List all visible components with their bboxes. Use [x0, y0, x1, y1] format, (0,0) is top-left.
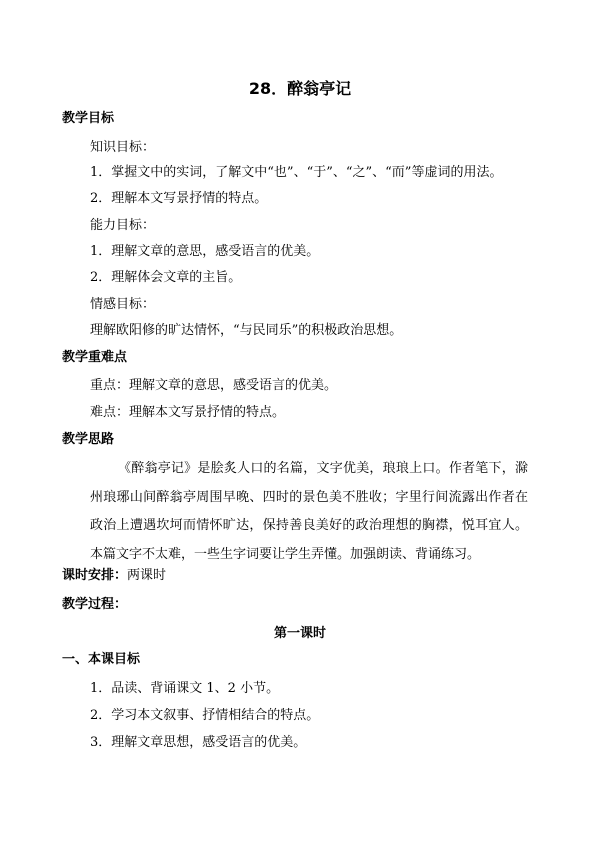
- process-heading: 教学过程：: [62, 597, 128, 612]
- lesson-goal-item: 2．学习本文叙事、抒情相结合的特点。: [90, 708, 320, 723]
- knowledge-goal-item: 1．掌握文中的实词，了解文中“也”、“于”、“之”、“而”等虚词的用法。: [90, 165, 503, 180]
- emotion-goal-text: 理解欧阳修的旷达情怀，“与民同乐”的积极政治思想。: [90, 323, 403, 338]
- ability-goal-label: 能力目标：: [90, 218, 156, 233]
- difficulty-point: 难点：理解本文写景抒情的特点。: [90, 405, 286, 420]
- schedule-value: 两课时: [127, 568, 167, 583]
- knowledge-goal-label: 知识目标：: [90, 140, 156, 155]
- ability-goal-item: 1．理解文章的意思，感受语言的优美。: [90, 244, 320, 259]
- approach-heading: 教学思路: [62, 432, 115, 447]
- approach-paragraph: 《醉翁亭记》是脍炙人口的名篇，文字优美，琅琅上口。作者笔下，滁州琅琊山间醉翁亭周围早晚、四时的景色美不胜收；字里行间流露出作者在政治上遭遇坎坷而情怀旷达，保持善良美好的政治理想的胸襟，悦耳宜人。本篇文字不太难，一些生字词要让学生弄懂。加强朗读、背诵练习。: [90, 461, 528, 562]
- schedule-line: [62, 567, 166, 585]
- schedule-label: 课时安排：: [62, 568, 128, 583]
- ability-goal-item: 2．理解体会文章的主旨。: [90, 270, 242, 285]
- knowledge-goal-item: 2．理解本文写景抒情的特点。: [90, 191, 268, 206]
- emotion-goal-label: 情感目标：: [90, 297, 156, 312]
- goals-heading: 教学目标: [62, 111, 115, 126]
- lesson-title: 第一课时: [273, 626, 326, 641]
- page-title: 28．醉翁亭记: [248, 79, 352, 98]
- section-heading: 一、本课目标: [62, 652, 141, 667]
- lesson-goal-item: 1．品读、背诵课文 1、2 小节。: [90, 681, 280, 696]
- focus-point: 重点：理解文章的意思，感受语言的优美。: [90, 378, 338, 393]
- lesson-goal-item: 3．理解文章思想，感受语言的优美。: [90, 735, 307, 750]
- key-points-heading: 教学重难点: [62, 350, 128, 365]
